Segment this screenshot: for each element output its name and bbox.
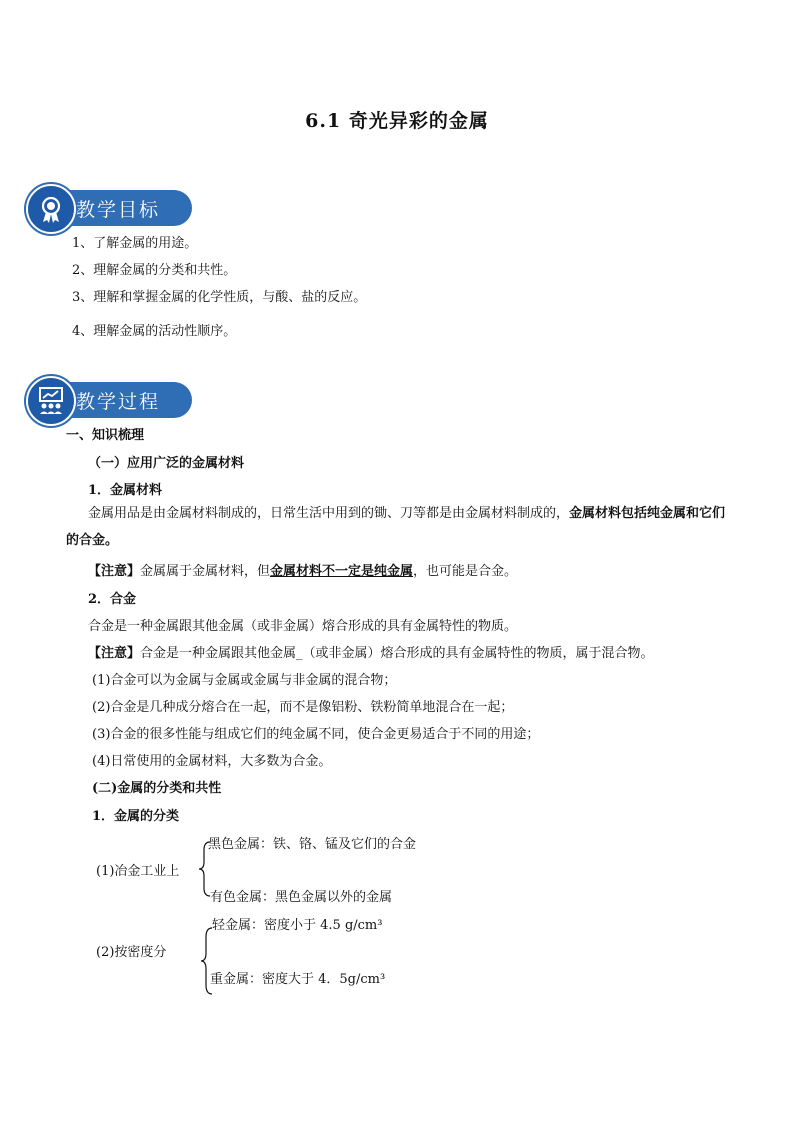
heading-classification: (二)金属的分类和共性 — [92, 781, 222, 796]
page-title: 6.1 奇光异彩的金属 — [305, 110, 489, 132]
class-ferrous: 黑色金属：铁、铬、锰及它们的合金 — [208, 837, 417, 852]
banner-label: 教学目标 — [76, 199, 161, 221]
note-list-item: (4)日常使用的金属材料，大多数为合金。 — [92, 754, 332, 769]
paragraph-metal-materials: 金属用品是由金属材料制成的，日常生活中用到的锄、刀等都是由金属材料制成的，金属材料包括纯金属和它们的合金。 — [66, 506, 726, 548]
objective-item: 3、理解和掌握金属的化学性质，与酸、盐的反应。 — [72, 290, 367, 305]
class-density-label: (2)按密度分 — [96, 945, 167, 960]
heading-metal-materials: 1．金属材料 — [88, 483, 163, 498]
banner-label: 教学过程 — [76, 391, 161, 413]
note-2: 【注意】合金是一种金属跟其他金属_（或非金属）熔合形成的具有金属特性的物质，属于混合物。 — [88, 646, 654, 661]
teaching-presentation-icon — [26, 376, 76, 426]
note-list-item: (1)合金可以为金属与金属或金属与非金属的混合物； — [92, 673, 397, 688]
class-nonferrous: 有色金属：黑色金属以外的金属 — [210, 890, 393, 905]
objective-item: 4、理解金属的活动性顺序。 — [72, 324, 237, 339]
heading-materials: （一）应用广泛的金属材料 — [88, 456, 245, 471]
note-1: 【注意】金属属于金属材料，但金属材料不一定是纯金属，也可能是合金。 — [88, 564, 518, 579]
paragraph-alloy: 合金是一种金属跟其他金属（或非金属）熔合形成的具有金属特性的物质。 — [88, 619, 518, 634]
objective-item: 2、理解金属的分类和共性。 — [72, 263, 237, 278]
class-light-metal: 轻金属：密度小于 4.5 g/cm³ — [212, 918, 383, 933]
class-metallurgy-label: (1)冶金工业上 — [96, 864, 180, 879]
heading-metal-classes: 1．金属的分类 — [92, 809, 180, 824]
heading-knowledge: 一、知识梳理 — [66, 428, 145, 443]
medal-icon — [26, 184, 76, 234]
section-banner-objectives — [26, 184, 196, 232]
note-list-item: (3)合金的很多性能与组成它们的纯金属不同，使合金更易适合于不同的用途； — [92, 727, 540, 742]
note-list-item: (2)合金是几种成分熔合在一起，而不是像铝粉、铁粉简单地混合在一起； — [92, 700, 514, 715]
section-banner-process — [26, 376, 196, 424]
heading-alloy: 2．合金 — [88, 592, 137, 607]
class-heavy-metal: 重金属：密度大于 4．5g/cm³ — [210, 972, 386, 987]
objective-item: 1、了解金属的用途。 — [72, 236, 198, 251]
